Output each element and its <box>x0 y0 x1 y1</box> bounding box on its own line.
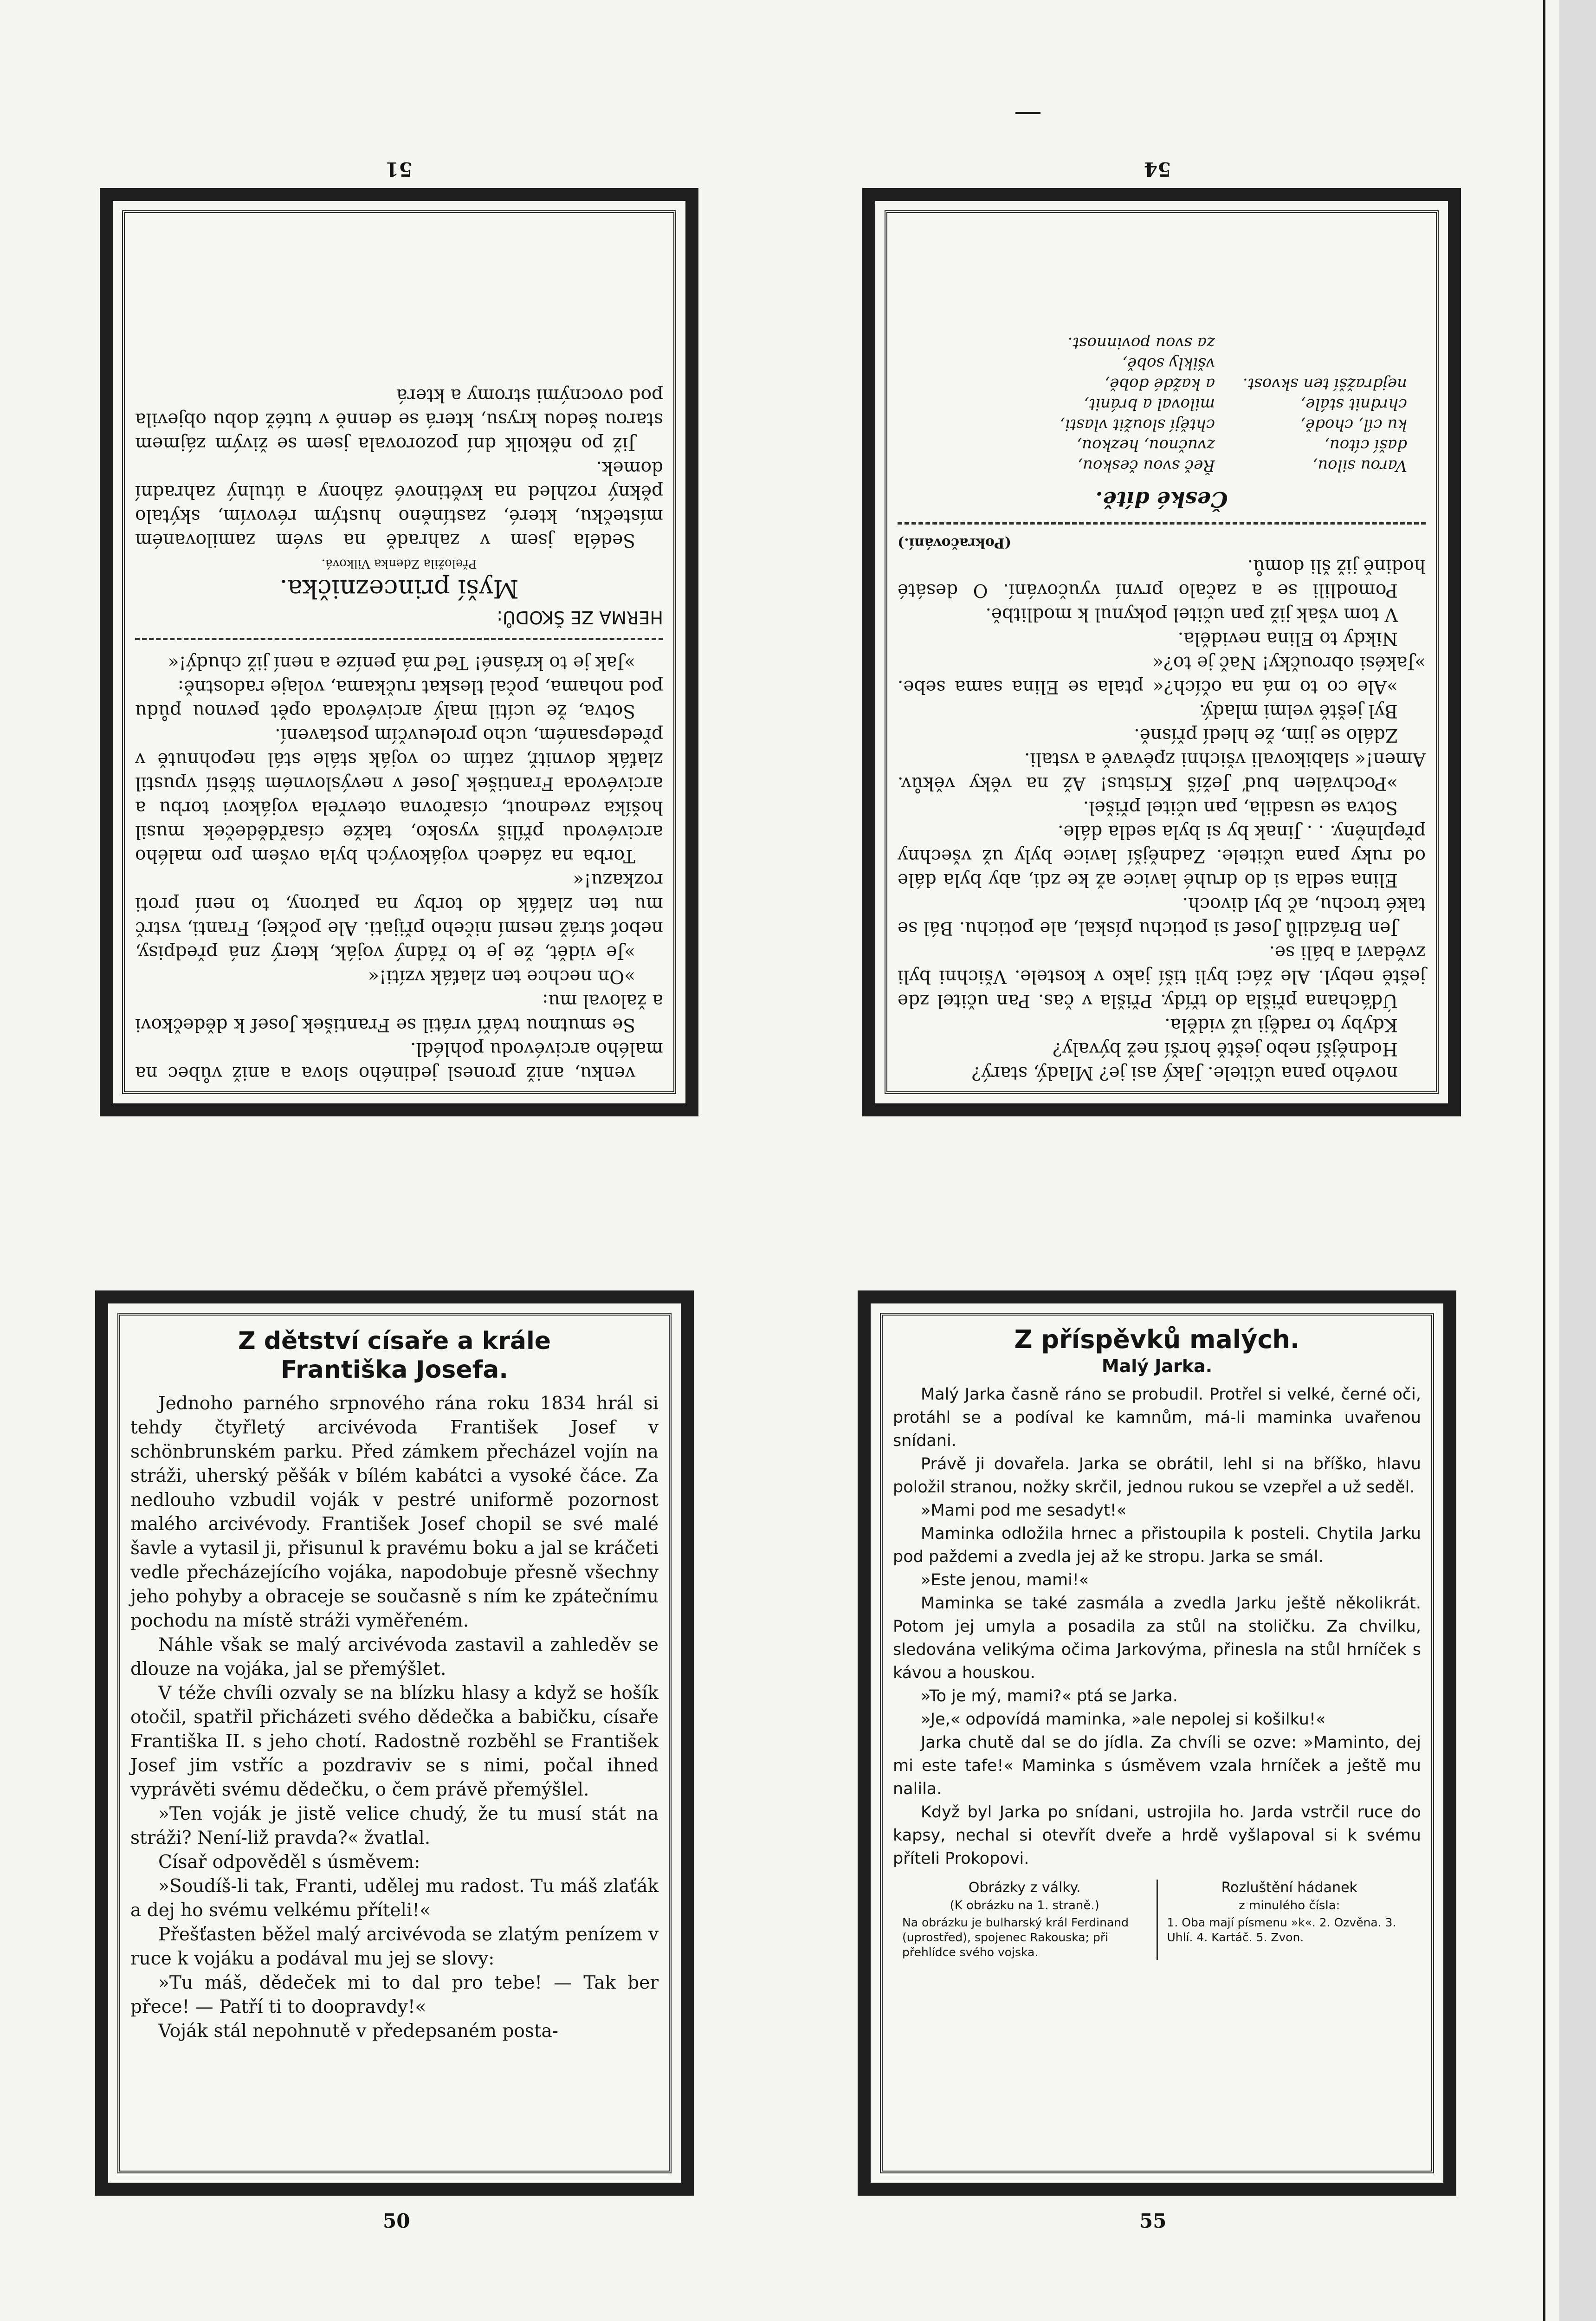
paragraph: Hodnější nebo ještě horší než bývaly? <box>1053 1038 1398 1059</box>
page-number-54: 54 <box>1144 158 1171 181</box>
article-text <box>893 1383 1421 1870</box>
story-author: HERMA ZE ŠKODŮ: <box>497 607 663 628</box>
paragraph: venku, aniž pronesl jediného slova a aniž vůbec na malého arcivévodu pohlédl. <box>135 1038 663 1083</box>
paragraph: »Je,« odpovídá maminka, »ale nepolej si košilku!« <box>921 1710 1326 1729</box>
paragraph: Zdálo se jim, že hledí přísně. <box>1134 725 1398 746</box>
page-number-55: 55 <box>1139 2210 1167 2232</box>
paragraph: Se smutnou tváří vrátil se František Josef k dědečkovi a žaloval mu: <box>135 990 663 1035</box>
margin-mark: — <box>1014 95 1042 128</box>
paragraph: Sotva se usadila, pan učitel přišel. <box>1083 797 1398 818</box>
box-title: Rozluštění hádanek <box>1221 1880 1357 1896</box>
story-title: Myší princeznička. <box>279 574 519 603</box>
paragraph: »Mami pod me sesadyt!« <box>921 1501 1127 1520</box>
section-divider <box>135 638 663 640</box>
scan-border-line <box>1543 0 1545 2321</box>
section-divider <box>898 522 1426 525</box>
riddle-solutions-box <box>1157 1880 1422 1960</box>
poem-column-right: Řeč svou českou, zvučnou, hezkou, chtějí sloužit vlasti, miloval a bránit, a každé době, všikly sobě, za svou povinnost. <box>1060 334 1215 475</box>
story-text <box>135 383 663 552</box>
paragraph: »Soudíš-li tak, Franti, udělej mu radost. Tu máš zlaťák a dej ho svému velkému příteli!« <box>130 1876 659 1921</box>
paragraph: Náhle však se malý arcivévoda zastavil a zahleděv se dlouze na vojáka, jal se přemýšlet. <box>130 1634 659 1679</box>
paragraph: Byl ještě velmi mladý. <box>1199 700 1398 721</box>
story-translator: Přeložila Zdenka Vilková. <box>321 557 477 571</box>
paragraph: Sedéla jsem v zahradě na svém zamilovaném místečku, které, zastíněno hustým révovím, skýtalo pěkný rozhled na květinové záhony a útulný zahradní domek. <box>135 457 663 551</box>
paragraph: Jarka chutě dal se do jídla. Za chvíli se ozve: »Maminto, dej mi este tafe!« Maminka s úsměvem vzala hrníček a ještě mu nalila. <box>893 1733 1421 1798</box>
paragraph: »Pochválen buď Ježíš Kristus! Až na věky věkův. Amen!« slabikovali všichni zpěvavě a vstali. <box>898 749 1426 794</box>
page-55-content <box>893 1322 1421 2164</box>
paragraph: Jen Brázdilů Josef si potichu pískal, ale potichu. Bál se také trochu, ač byl divoch. <box>898 894 1426 939</box>
page-51-panel <box>100 188 698 1116</box>
paragraph: Kdyby to raději už viděla. <box>1164 1014 1398 1035</box>
box-subtitle: z minulého čísla: <box>1239 1899 1340 1913</box>
paragraph: »Ten voják je jistě velice chudý, že tu musí stát na stráži? Není-liž pravda?« žvatlal. <box>130 1803 659 1848</box>
paragraph: »Je vidět, že je to řádný voják, který zná předpisy, neboť stráž nesmí ničeho přijati. Ale počkej, Franti, vstrč mu ten zlaťák do torby na patrony, to není proti rozkazu!« <box>135 869 663 963</box>
info-boxes <box>893 1880 1421 1960</box>
paragraph: Torba na zádech vojákových byla ovšem pro malého arcivévodu příliš vysoko, takže císařdědeček musil hošíka zvednout, císařovna otevřela vojákovi torbu a arcivévoda František Josef v nevýslovném štěstí vpustil zlaťák dovnitř, zatím co voják stále stál nepohnutě v předepsaném, ucho proleuvčím postavení. <box>135 725 663 866</box>
box-text: Na obrázku je bulharský král Ferdinand (uprostřed), spojenec Rakouska; při přehlídce svého vojska. <box>902 1916 1129 1959</box>
article-title: Z dětství císaře a krále Františka Josefa. <box>238 1327 551 1384</box>
paragraph: Jednoho parného srpnového rána roku 1834 hrál si tehdy čtyřletý arcivévoda František Josef v schönbrunském parku. Před zámkem přecházel vojín na stráži, uherský pěšák v bílém kabátci a vysoké čáce. Za nedlouho vzbudil voják v pestré uniformě pozornost malého arcivévody. František Josef chopil se své malé šavle a vytasil ji, přisunul k pravému boku a jal se kráčeti vedle přecházejícího vojáka, napodobuje přesně všechny jeho pohyby a obraceje se současně s ním ke zpátečnímu pochodu na místě stráži vyměřeném. <box>130 1393 659 1631</box>
paragraph: Přešťasten běžel malý arcivévoda se zlatým penízem v ruce k vojáku a podával mu jej se slovy: <box>130 1924 659 1969</box>
paragraph: Malý Jarka časně ráno se probudil. Protřel si velké, černé oči, protáhl se a podíval ke kamnům, má-li maminka uvařenou snídani. <box>893 1385 1421 1450</box>
article-subtitle: Malý Jarka. <box>1101 1356 1213 1376</box>
page-number-51: 51 <box>385 158 413 181</box>
paragraph: »Tu máš, dědeček mi to dal pro tebe! — Tak ber přece! — Patří ti to doopravdy!« <box>130 1972 659 2017</box>
story-text <box>898 554 1426 1085</box>
paragraph: Již po několik dní pozorovala jsem se živým zájmem starou šedou krysu, která se denně v tutéž dobu objevila pod ovocnými stromy a která <box>135 385 663 454</box>
paragraph: »Ale co to má na očích?« ptala se Elina sama sebe. »Jakési obroučky! Nač je to?« <box>898 652 1426 697</box>
poem-column-left: Varou silou, daší cítou, ku cíl, chodě, chrdnit stále, nejdražší ten skvost. <box>1242 375 1407 475</box>
page-50-content <box>130 1322 659 2164</box>
scan-edge <box>1559 0 1596 2321</box>
box-subtitle: (K obrázku na 1. straně.) <box>950 1899 1099 1913</box>
page-54-content <box>898 220 1426 1085</box>
paragraph: »On nechce ten zlaťák vzíti!« <box>368 966 635 987</box>
paragraph: Když byl Jarka po snídani, ustrojila ho. Jarda vstrčil ruce do kapsy, nechal si otevřít dveře a hrdě vyšlapoval si k svému příteli Prokopovi. <box>893 1803 1421 1868</box>
paragraph: V tom však již pan učitel pokynul k modlitbě. <box>985 604 1398 625</box>
war-pictures-box <box>893 1880 1157 1960</box>
article-title: Z příspěvků malých. <box>1014 1325 1300 1354</box>
paragraph: »To je mý, mami?« ptá se Jarka. <box>921 1687 1178 1705</box>
page-54-panel <box>862 188 1461 1116</box>
paragraph: Pomodlili se a začalo první vyučování. O desáté hodině již šli domů. <box>898 556 1426 601</box>
paragraph: Císař odpověděl s úsměvem: <box>158 1852 420 1873</box>
paragraph: V téže chvíli ozvaly se na blízku hlasy a když se hošík otočil, spatřil přicházeti svého dědečka a babičku, císaře Františka II. s jeho chotí. Radostně rozběhl se František Josef jim vstříc a pozdraviv se s nimi, počal ihned vyprávěti svému dědečku, o čem právě přemýšlel. <box>130 1683 659 1800</box>
paragraph: Maminka se také zasmála a zvedla Jarku ještě několikrát. Potom jej umyla a posadila za stůl na stoličku. Za chvilku, sledována velikýma očima Jarkovýma, přinesla na stůl hrníček s kávou a houskou. <box>893 1594 1421 1682</box>
box-text: 1. Oba mají písmenu »k«. 2. Ozvěna. 3. Uhlí. 4. Kartáč. 5. Zvon. <box>1167 1916 1396 1944</box>
page-50-panel <box>95 1290 694 2196</box>
page-number-50: 50 <box>383 2210 410 2232</box>
page-55-panel <box>858 1290 1456 2196</box>
poem <box>898 333 1426 476</box>
previous-story-text <box>135 650 663 1085</box>
page-51-content <box>135 220 663 1085</box>
box-title: Obrázky z války. <box>968 1880 1081 1896</box>
paragraph: Nikdy to Elina neviděla. <box>1177 628 1398 649</box>
paragraph: Elina sedla si do druhé lavice až ke zdi, aby byla dále od ruky pana učitele. Zadnější lavice byly už všechny přeplněny. . . Jinak by si byla sedla dále. <box>898 821 1426 890</box>
paragraph: Právě ji dovařela. Jarka se obrátil, lehl si na bříško, hlavu položil stranou, nožky skrčil, jednou rukou se vzepřel a už seděl. <box>893 1455 1421 1497</box>
paragraph: Sotva, že ucítil malý arcivévoda opět pevnou půdu pod nohama, počal tleskat ručkama, volaje radostně: <box>135 676 663 721</box>
paragraph: Maminka odložila hrnec a přistoupila k posteli. Chytila Jarku pod paždemi a zvedla jej až ke stropu. Jarka se smál. <box>893 1524 1421 1566</box>
poem-title: České dítě. <box>1095 487 1228 512</box>
paragraph: Úďáchana přišla do třídy. Přišla v čas. Pan učitel zde ještě nebyl. Ale žáci byli tiší jako v kostele. Všichni byli zvědaví a báli se. <box>898 942 1426 1011</box>
continued-note: (Pokračování.) <box>898 535 1011 551</box>
paragraph: »Este jenou, mami!« <box>921 1571 1089 1589</box>
paragraph: nového pana učitele. Jaký asi je? Mladý, starý? <box>971 1063 1398 1083</box>
paragraph: Voják stál nepohnutě v předepsaném posta- <box>158 2021 558 2042</box>
paragraph: »Jak je to krásné! Teď má peníze a není již chudý!« <box>168 652 635 673</box>
article-text <box>130 1392 659 2043</box>
